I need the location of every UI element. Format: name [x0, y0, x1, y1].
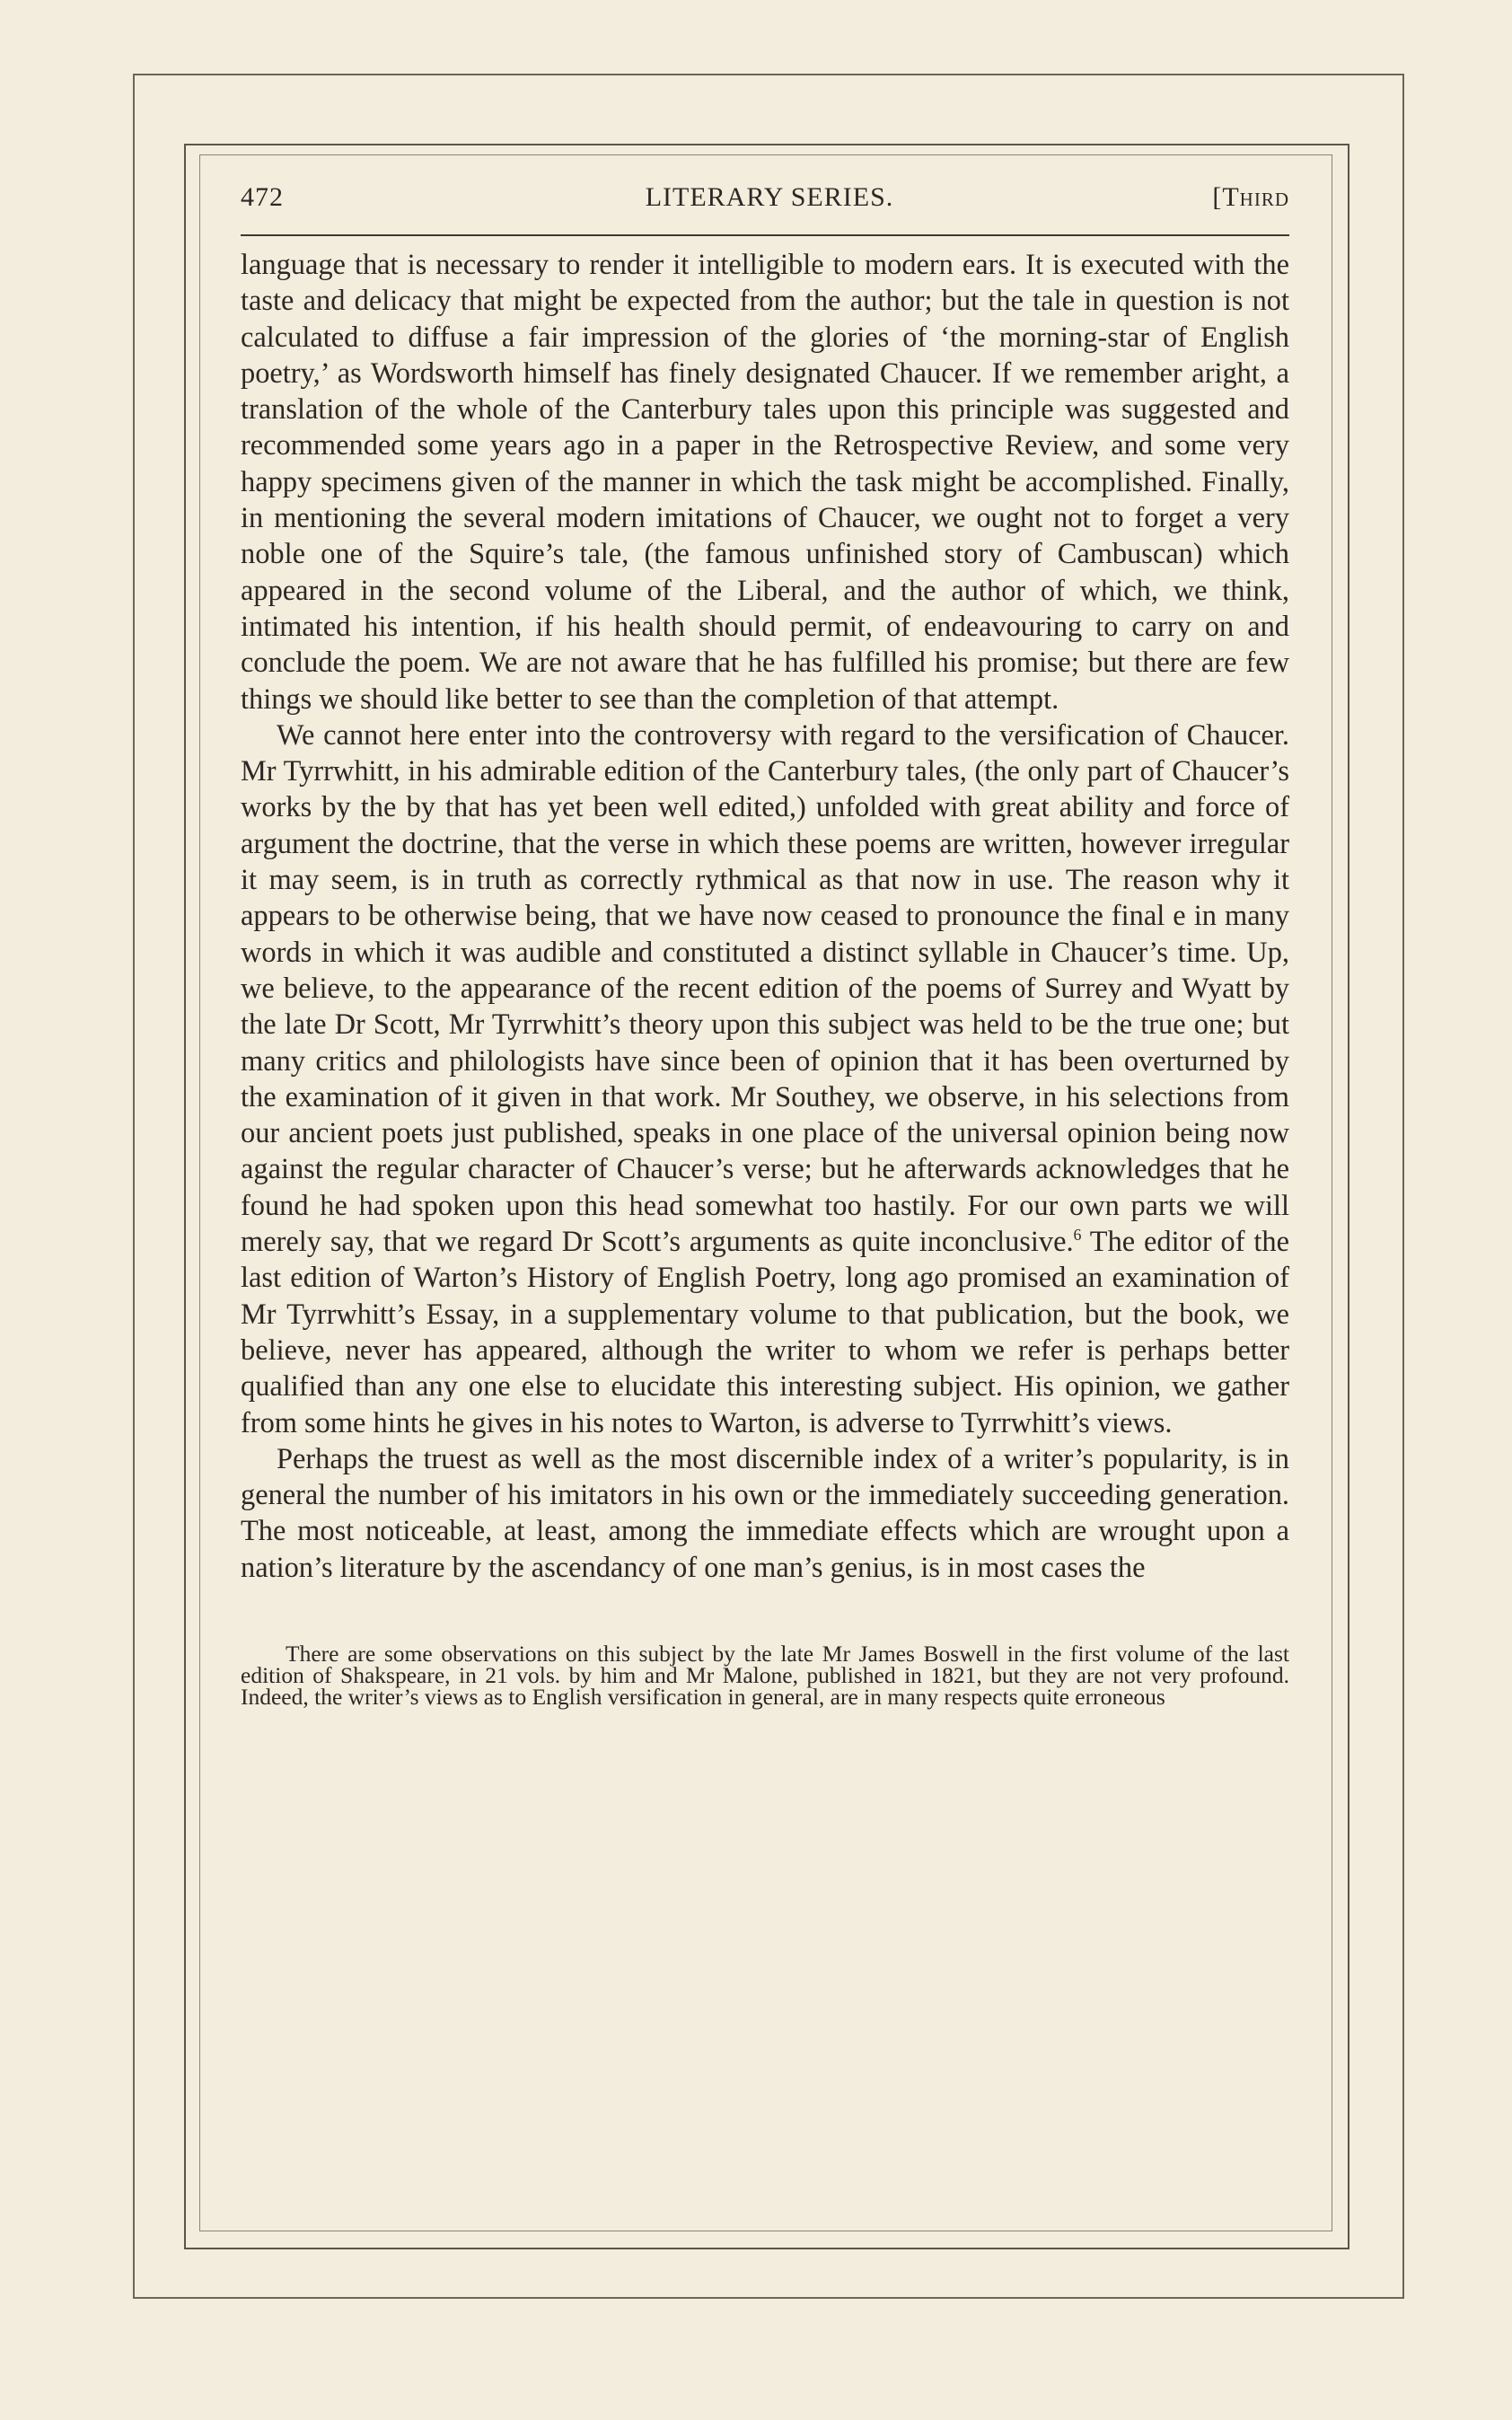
section-label: [Third [1212, 182, 1289, 212]
footnote-reference: 6 [1073, 1226, 1082, 1245]
body-text [241, 247, 1289, 1586]
paragraph-2-rest: The editor of the last edition of Warton’s History of English Poetry, long ago promised an examination of Mr Tyrrwhitt’s Essay, in a supplementary volume to that publication, but the book, we believe, never has appeared, although the writer to whom we refer is perhaps better qualified than any one else to elucidate this interesting subject. His opinion, we gather from some hints he gives in his notes to Warton, is adverse to Tyrrwhitt’s views. [241, 1226, 1289, 1439]
text-block [241, 175, 1289, 1708]
paragraph-3: Perhaps the truest as well as the most discernible index of a writer’s popularity, is in general the number of his imitators in his own or the immediately succeeding generation. The most noticeable, at least, among the immediate effects which are wrought upon a nation’s literature by the ascendancy of one man’s genius, is in most cases the [241, 1442, 1289, 1584]
running-title: LITERARY SERIES. [645, 182, 894, 212]
paragraph-1: language that is necessary to render it intelligible to modern ears. It is executed with the taste and delicacy that might be expected from the author; but the tale in question is not calculated to diffuse a fair impression of the glories of ‘the morning-star of English poetry,’ as Wordsworth himself has finely designated Chaucer. If we remember aright, a translation of the whole of the Canterbury tales upon this principle was suggested and recommended some years ago in a paper in the Retrospective Review, and some very happy specimens given of the manner in which the task might be accomplished. Finally, in mentioning the several modern imitations of Chaucer, we ought not to forget a very noble one of the Squire’s tale, (the famous unfinished story of Cambuscan) which appeared in the second volume of the Liberal, and the author of which, we think, intimated his intention, if his health should permit, of endeavouring to carry on and conclude the poem. We are not aware that he has fulfilled his promise; but there are few things we should like better to see than the completion of that attempt. [241, 249, 1289, 716]
page-number: 472 [241, 182, 284, 212]
paragraph-2-main: We cannot here enter into the controversy with regard to the versification of Chaucer. Mr Tyrrwhitt, in his admirable edition of the Canterbury tales, (the only part of Chaucer’s works by the by that has yet been well edited,) unfolded with great ability and force of argument the doctrine, that the verse in which these poems are written, however irregular it may seem, is in truth as correctly rythmical as that now in use. The reason why it appears to be otherwise being, that we have now ceased to pronounce the final e in many words in which it was audible and constituted a distinct syllable in Chaucer’s time. Up, we believe, to the appearance of the recent edition of the poems of Surrey and Wyatt by the late Dr Scott, Mr Tyrrwhitt’s theory upon this subject was held to be the true one; but many critics and philologists have since been of opinion that it has been overturned by the examination of it given in that work. Mr Southey, we observe, in his selections from our ancient poets just published, speaks in one place of the universal opinion being now against the regular character of Chaucer’s verse; but he afterwards acknowledges that he found he had spoken upon this head somewhat too hastily. For our own parts we will merely say, that we regard Dr Scott’s arguments as quite inconclusive. [241, 718, 1289, 1259]
header-rule [241, 234, 1289, 236]
footnote: There are some observations on this subject by the late Mr James Boswell in the first volume of the last edition of Shakspeare, in 21 vols. by him and Mr Malone, published in 1821, but they are not very profound. Indeed, the writer’s views as to English versification in general, are in many respects quite erroneous [241, 1640, 1289, 1710]
running-head [241, 175, 1289, 227]
paragraph-2 [241, 717, 1289, 1441]
